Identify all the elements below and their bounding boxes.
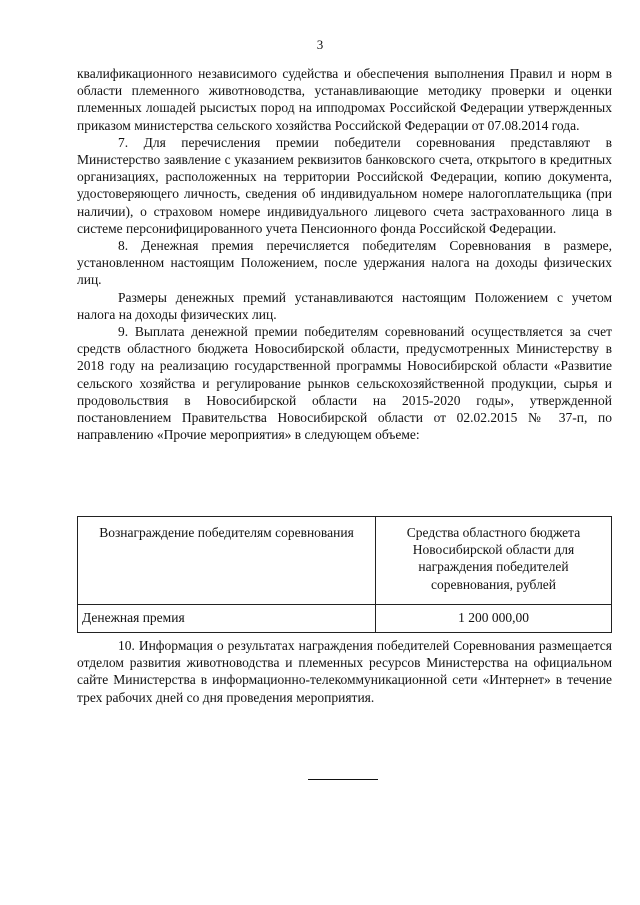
paragraph-continuation: квалификационного независимого судейства и обеспечения выполнения Правил и норм в области племенного животноводства, устанавливающие методику проверки и оценки племенных лошадей рысистых пород на ипподромах Российской Федерации утвержденных приказом министерства сельского хозяйства Российской Федерации от 07.08.2014 года. (77, 66, 612, 133)
closing-section (77, 637, 612, 706)
paragraph-item-9: 9. Выплата денежной премии победителям соревнований осуществляется за счет средств областного бюджета Новосибирской области, предусмотренных Министерству в 2018 году на реализацию государственной программы Новосибирской области «Развитие сельского хозяйства и регулирование рынков сельскохозяйственной продукции, сырья и продовольствия в Новосибирской области на 2015-2020 годы», утвержденной постановлением Правительства Новосибирской области от 02.02.2015 № 37-п, по направлению «Прочие мероприятия» в следующем объеме: (77, 324, 612, 443)
paragraph-item-10: 10. Информация о результатах награждения победителей Соревнования размещается отделом развития животноводства и племенных ресурсов Министерства на официальном сайте Министерства в информационно-телекоммуникационной сети «Интернет» в течение трех рабочих дней со дня проведения мероприятия. (77, 638, 612, 705)
document-body (77, 65, 612, 443)
paragraph-item-8: 8. Денежная премия перечисляется победителям Соревнования в размере, установленном настоящим Положением, после удержания налога на доходы физических лиц. (77, 238, 612, 288)
award-table (77, 516, 612, 633)
page-number: 3 (316, 37, 324, 52)
paragraph-item-7: 7. Для перечисления премии победители соревнования представляют в Министерство заявление с указанием реквизитов банковского счета, открытого в кредитных организациях, расположенных на территории Российской Федерации, копию документа, удостоверяющего личность, сведения об индивидуальном номере налогоплательщика (при наличии), о страховом номере индивидуального лицевого счета застрахованного лица в системе персонифицированного учета Пенсионного фонда Российской Федерации. (77, 134, 612, 236)
paragraph-premium-sizes: Размеры денежных премий устанавливаются настоящим Положением с учетом налога на доходы физических лиц. (77, 289, 612, 322)
table-row (78, 604, 612, 632)
table-header-row (78, 517, 612, 605)
table-header-budget: Средства областного бюджета Новосибирской области для награждения победителей соревнования, рублей (376, 517, 612, 605)
table-cell-amount: 1 200 000,00 (376, 604, 612, 632)
table-header-award: Вознаграждение победителям соревнования (78, 517, 376, 605)
table-cell-award-type: Денежная премия (78, 604, 376, 632)
end-of-document-line (308, 779, 378, 780)
